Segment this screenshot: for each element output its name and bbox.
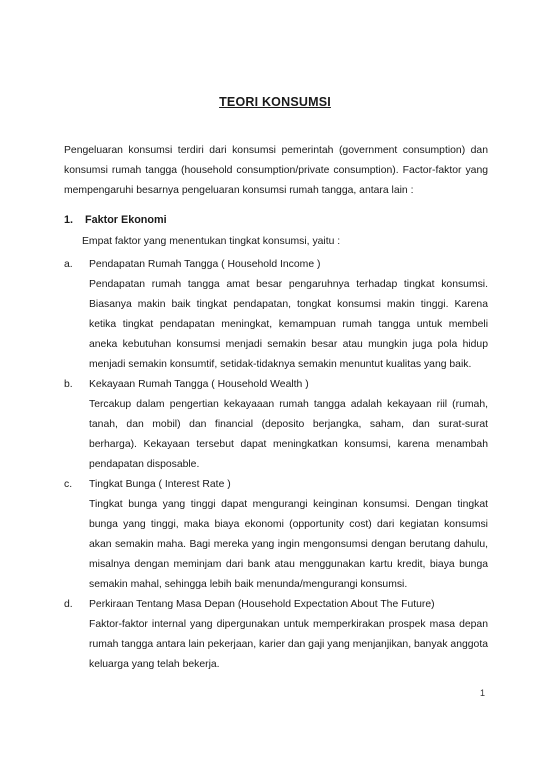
factor-body: Tercakup dalam pengertian kekayaaan rumah tangga adalah kekayaan riil (rumah, tanah, dan mobil) dan financial (deposito berjangka, saham, dan surat-surat berharga). Kekayaan tersebut dapat meningkatkan konsumsi, karena menambah pendapatan disposable.	[89, 399, 488, 470]
factor-title: Kekayaan Rumah Tangga ( Household Wealth )	[89, 379, 309, 390]
factor-title: Pendapatan Rumah Tangga ( Household Income )	[89, 259, 321, 270]
factor-body: Tingkat bunga yang tinggi dapat mengurangi keinginan konsumsi. Dengan tingkat bunga yang tinggi, maka biaya ekonomi (opportunity cost) dari kegiatan konsumsi akan semakin maha. Bagi mereka yang ingin mengonsumsi dengan berutang dahulu, misalnya dengan meminjam dari bank atau menggunakan kartu kredit, biaya bunga semakin mahal, sehingga lebih baik menunda/mengurangi konsumsi.	[89, 499, 488, 590]
intro-paragraph: Pengeluaran konsumsi terdiri dari konsumsi pemerintah (government consumption) dan konsumsi rumah tangga (household consumption/private consumption). Factor-faktor yang mempengaruhi besarnya pengeluaran konsumsi rumah tangga, antara lain :	[64, 145, 488, 196]
factor-item-household-income	[64, 255, 488, 375]
factor-heading	[64, 255, 488, 275]
factor-title: Tingkat Bunga ( Interest Rate )	[89, 479, 231, 490]
factor-item-household-wealth	[64, 375, 488, 475]
factor-letter: c.	[64, 479, 73, 490]
document-title: TEORI KONSUMSI	[219, 95, 331, 109]
factor-heading	[64, 595, 488, 615]
factor-item-expectation	[64, 595, 488, 675]
factor-list	[64, 255, 488, 675]
factor-heading	[64, 475, 488, 495]
page-number: 1	[480, 688, 486, 698]
section-number: 1.	[64, 214, 74, 226]
factor-title: Perkiraan Tentang Masa Depan (Household Expectation About The Future)	[89, 599, 435, 610]
factor-letter: d.	[64, 599, 73, 610]
factor-heading	[64, 375, 488, 395]
section-heading	[64, 214, 167, 226]
section-lead: Empat faktor yang menentukan tingkat konsumsi, yaitu :	[82, 236, 341, 247]
factor-item-interest-rate	[64, 475, 488, 595]
factor-letter: a.	[64, 259, 73, 270]
factor-body: Pendapatan rumah tangga amat besar pengaruhnya terhadap tingkat konsumsi. Biasanya makin baik tingkat pendapatan, tongkat konsumsi makin tinggi. Karena ketika tingkat pendapatan meningkat, kemampuan rumah tangga untuk membeli aneka kebutuhan konsumsi menjadi semakin besar atau mungkin juga pola hidup menjadi semakin konsumtif, setidak-tidaknya semakin menuntut kualitas yang baik.	[89, 279, 488, 370]
factor-letter: b.	[64, 379, 73, 390]
section-title: Faktor Ekonomi	[85, 214, 167, 226]
factor-body: Faktor-faktor internal yang dipergunakan untuk memperkirakan prospek masa depan rumah tangga antara lain pekerjaan, karier dan gaji yang menjanjikan, banyak anggota keluarga yang telah bekerja.	[89, 619, 488, 670]
